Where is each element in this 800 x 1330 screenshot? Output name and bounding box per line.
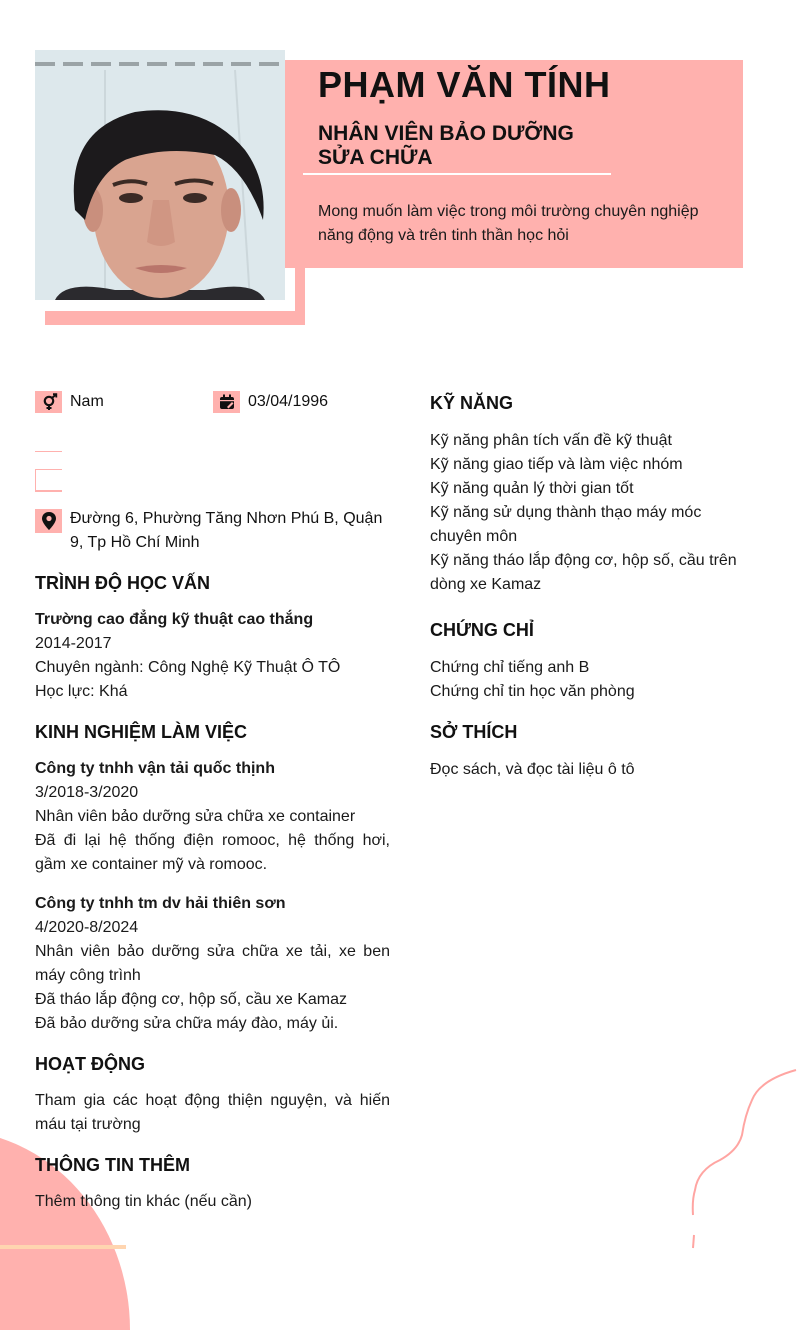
skill-item: Kỹ năng giao tiếp và làm việc nhóm <box>430 456 683 473</box>
skill-item: Kỹ năng quản lý thời gian tốt <box>430 480 634 497</box>
title-divider <box>303 173 611 175</box>
job-description: Đã tháo lắp động cơ, hộp số, cầu xe Kamaz <box>35 991 348 1008</box>
activities-text: Tham gia các hoạt động thiện nguyện, và hiến máu tại trường <box>35 1092 390 1133</box>
wavy-line-decoration <box>660 1050 800 1249</box>
school-name: Trường cao đẳng kỹ thuật cao thắng <box>35 611 314 628</box>
job-period: 4/2020-8/2024 <box>35 919 139 936</box>
hobbies-heading: SỞ THÍCH <box>430 722 518 742</box>
education-major: Chuyên ngành: Công Nghệ Kỹ Thuật Ô TÔ <box>35 659 341 676</box>
photo-frame-edge <box>295 268 305 325</box>
job-company: Công ty tnhh vận tải quốc thịnh <box>35 760 275 777</box>
education-grade: Học lực: Khá <box>35 683 128 700</box>
calendar-icon <box>213 391 240 413</box>
skills-heading: KỸ NĂNG <box>430 393 514 413</box>
job-company: Công ty tnhh tm dv hải thiên sơn <box>35 895 286 912</box>
candidate-name: PHẠM VĂN TÍNH <box>318 64 611 105</box>
experience-heading: KINH NGHIỆM LÀM VIỆC <box>35 722 248 742</box>
skill-item: Kỹ năng tháo lắp động cơ, hộp số, cầu trên dòng xe Kamaz <box>430 552 737 593</box>
portrait-illustration <box>35 50 285 300</box>
job-title: NHÂN VIÊN BẢO DƯỠNG SỬA CHỮA <box>318 122 574 169</box>
additional-info-heading: THÔNG TIN THÊM <box>35 1155 190 1175</box>
gender-icon <box>35 391 62 413</box>
certificates-heading: CHỨNG CHỈ <box>430 620 534 640</box>
gender-value: Nam <box>70 393 104 410</box>
job-period: 3/2018-3/2020 <box>35 784 139 801</box>
hobbies-text: Đọc sách, và đọc tài liệu ô tô <box>430 761 635 778</box>
corner-blob-base <box>0 1245 126 1249</box>
career-objective: Mong muốn làm việc trong môi trường chuyên nghiệp năng động và trên tinh thần học hỏi <box>318 203 699 244</box>
empty-field-placeholder <box>35 469 62 492</box>
education-heading: TRÌNH ĐỘ HỌC VẤN <box>35 573 210 593</box>
empty-field-divider <box>35 451 62 452</box>
certificate-item: Chứng chỉ tiếng anh B <box>430 659 590 676</box>
address-value: Đường 6, Phường Tăng Nhơn Phú B, Quận 9, Tp Hồ Chí Minh <box>70 510 383 551</box>
skill-item: Kỹ năng sử dụng thành thạo máy móc chuyên môn <box>430 504 702 545</box>
job-description: Đã bảo dưỡng sửa chữa máy đào, máy ủi. <box>35 1015 339 1032</box>
education-period: 2014-2017 <box>35 635 112 652</box>
job-description: Đã đi lại hệ thống điện romooc, hệ thống hơi, gầm xe container mỹ và romooc. <box>35 832 390 873</box>
activities-heading: HOẠT ĐỘNG <box>35 1054 145 1074</box>
profile-photo <box>35 50 285 300</box>
certificate-item: Chứng chỉ tin học văn phòng <box>430 683 635 700</box>
location-pin-icon <box>35 509 62 533</box>
job-description: Nhân viên bảo dưỡng sửa chữa xe container <box>35 808 356 825</box>
skill-item: Kỹ năng phân tích vấn đề kỹ thuật <box>430 432 672 449</box>
birthday-value: 03/04/1996 <box>248 393 329 410</box>
job-description: Nhân viên bảo dưỡng sửa chữa xe tải, xe ben máy công trình <box>35 943 390 984</box>
additional-info-text: Thêm thông tin khác (nếu cần) <box>35 1193 253 1210</box>
